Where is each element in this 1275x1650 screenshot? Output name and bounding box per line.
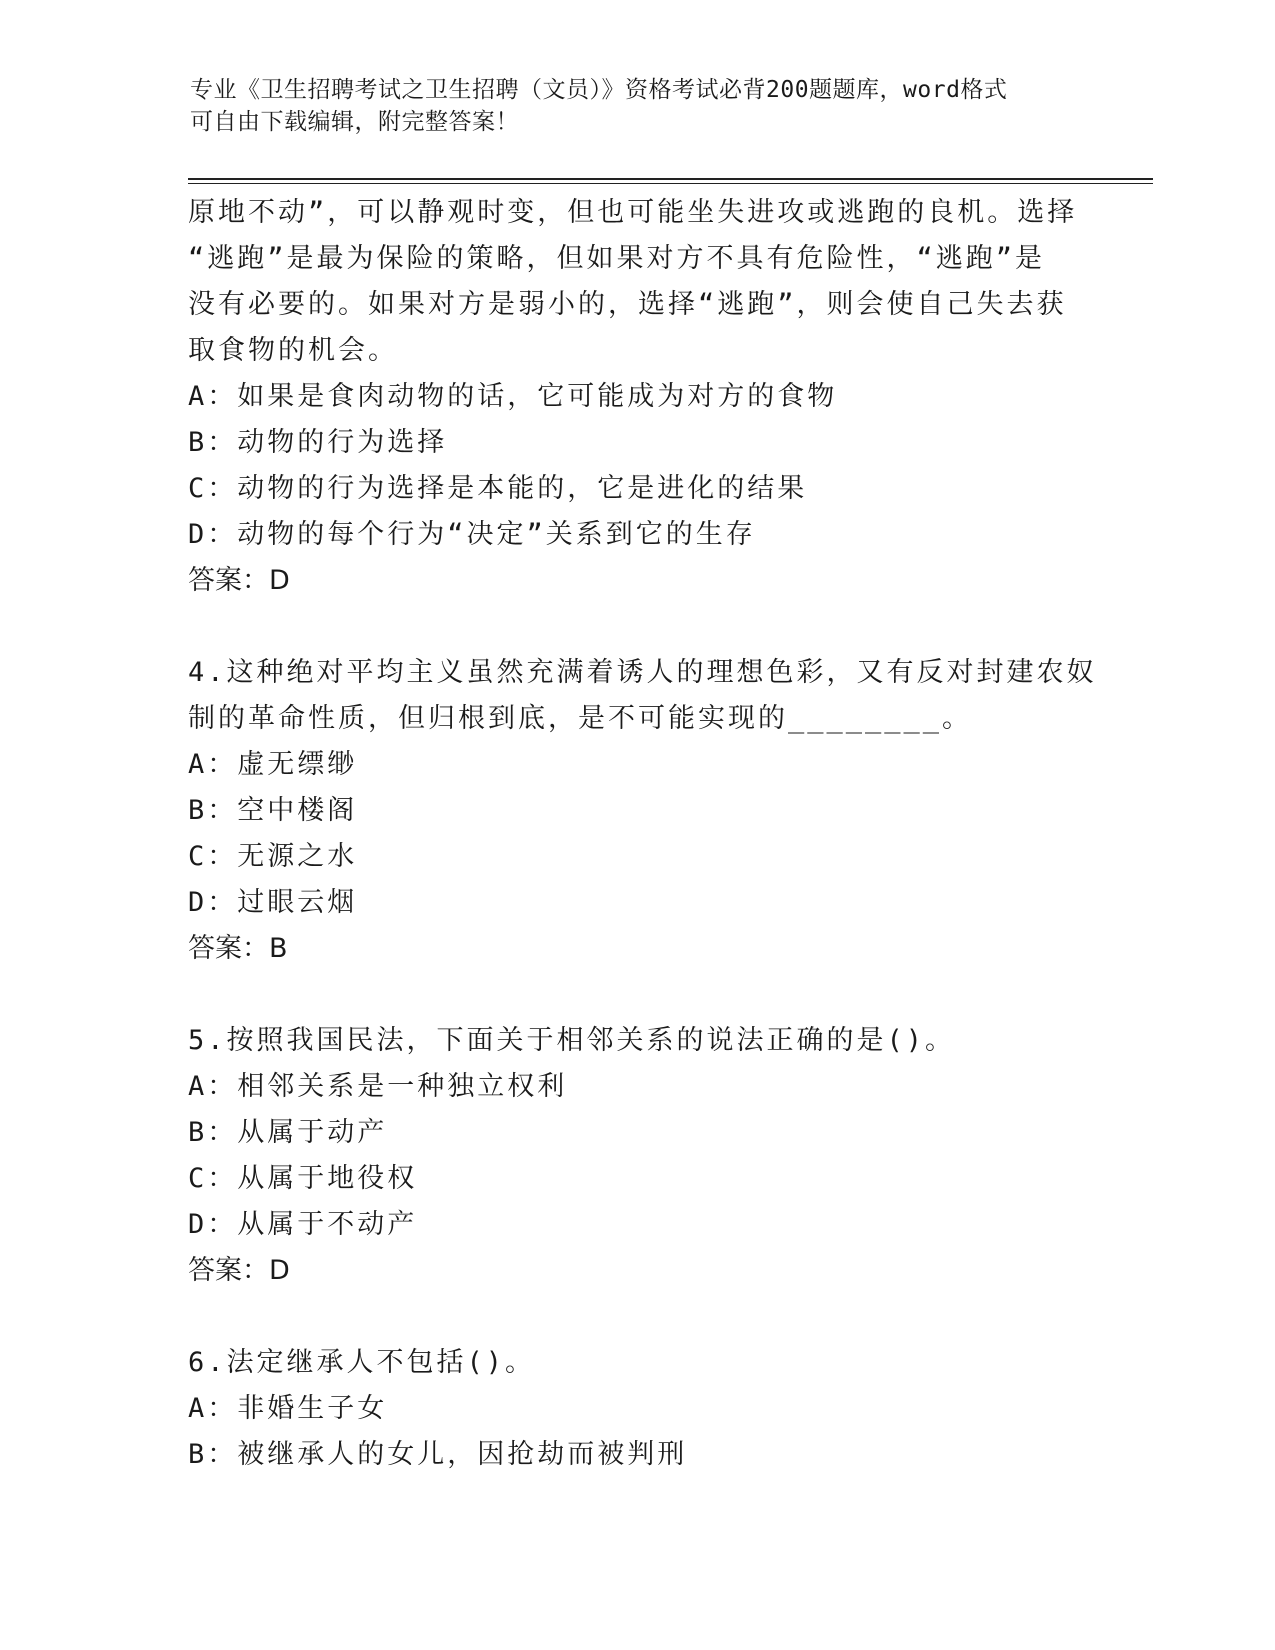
option-c: C：从属于地役权 — [188, 1163, 418, 1194]
option-b: B：空中楼阁 — [188, 795, 358, 826]
answer-line: 答案：B — [188, 933, 288, 964]
option-a: A：如果是食肉动物的话，它可能成为对方的食物 — [188, 381, 838, 412]
option-c: C：动物的行为选择是本能的，它是进化的结果 — [188, 473, 808, 504]
question-text-line: 4.这种绝对平均主义虽然充满着诱人的理想色彩，又有反对封建农奴 — [188, 657, 1097, 688]
question-spacer — [188, 604, 1068, 650]
option-d: D：过眼云烟 — [188, 887, 358, 918]
question-4 — [188, 650, 1097, 972]
page-header — [190, 74, 1070, 138]
option-d: D：从属于不动产 — [188, 1209, 418, 1240]
question-text-line: 没有必要的。如果对方是弱小的，选择“逃跑”，则会使自己失去获 — [188, 289, 1067, 320]
option-c: C：无源之水 — [188, 841, 358, 872]
question-content — [188, 190, 1097, 1478]
option-a: A：非婚生子女 — [188, 1393, 388, 1424]
question-text-line: 制的革命性质，但归根到底，是不可能实现的________。 — [188, 703, 973, 734]
option-a: A：相邻关系是一种独立权利 — [188, 1071, 568, 1102]
header-title-line-1: 专业《卫生招聘考试之卫生招聘（文员）》资格考试必背200题题库，word格式 — [190, 77, 1008, 103]
question-5 — [188, 1018, 1068, 1294]
question-text-line: “逃跑”是最为保险的策略，但如果对方不具有危险性，“逃跑”是 — [188, 243, 1046, 274]
question-spacer — [188, 1294, 1068, 1340]
question-text-line: 5.按照我国民法，下面关于相邻关系的说法正确的是()。 — [188, 1025, 956, 1056]
option-d: D：动物的每个行为“决定”关系到它的生存 — [188, 519, 756, 550]
option-b: B：动物的行为选择 — [188, 427, 448, 458]
option-a: A：虚无缥缈 — [188, 749, 358, 780]
question-text-line: 原地不动”，可以静观时变，但也可能坐失进攻或逃跑的良机。选择 — [188, 197, 1078, 228]
header-title-line-2: 可自由下载编辑，附完整答案！ — [190, 109, 519, 135]
question-spacer — [188, 972, 1068, 1018]
option-b: B：从属于动产 — [188, 1117, 388, 1148]
answer-line: 答案：D — [188, 565, 290, 596]
option-b: B：被继承人的女儿，因抢劫而被判刑 — [188, 1439, 688, 1470]
question-text-line: 6.法定继承人不包括()。 — [188, 1347, 536, 1378]
question-3-continuation — [188, 190, 1078, 604]
header-divider — [188, 178, 1153, 184]
question-6 — [188, 1340, 1068, 1478]
answer-line: 答案：D — [188, 1255, 290, 1286]
question-text-line: 取食物的机会。 — [188, 335, 398, 366]
